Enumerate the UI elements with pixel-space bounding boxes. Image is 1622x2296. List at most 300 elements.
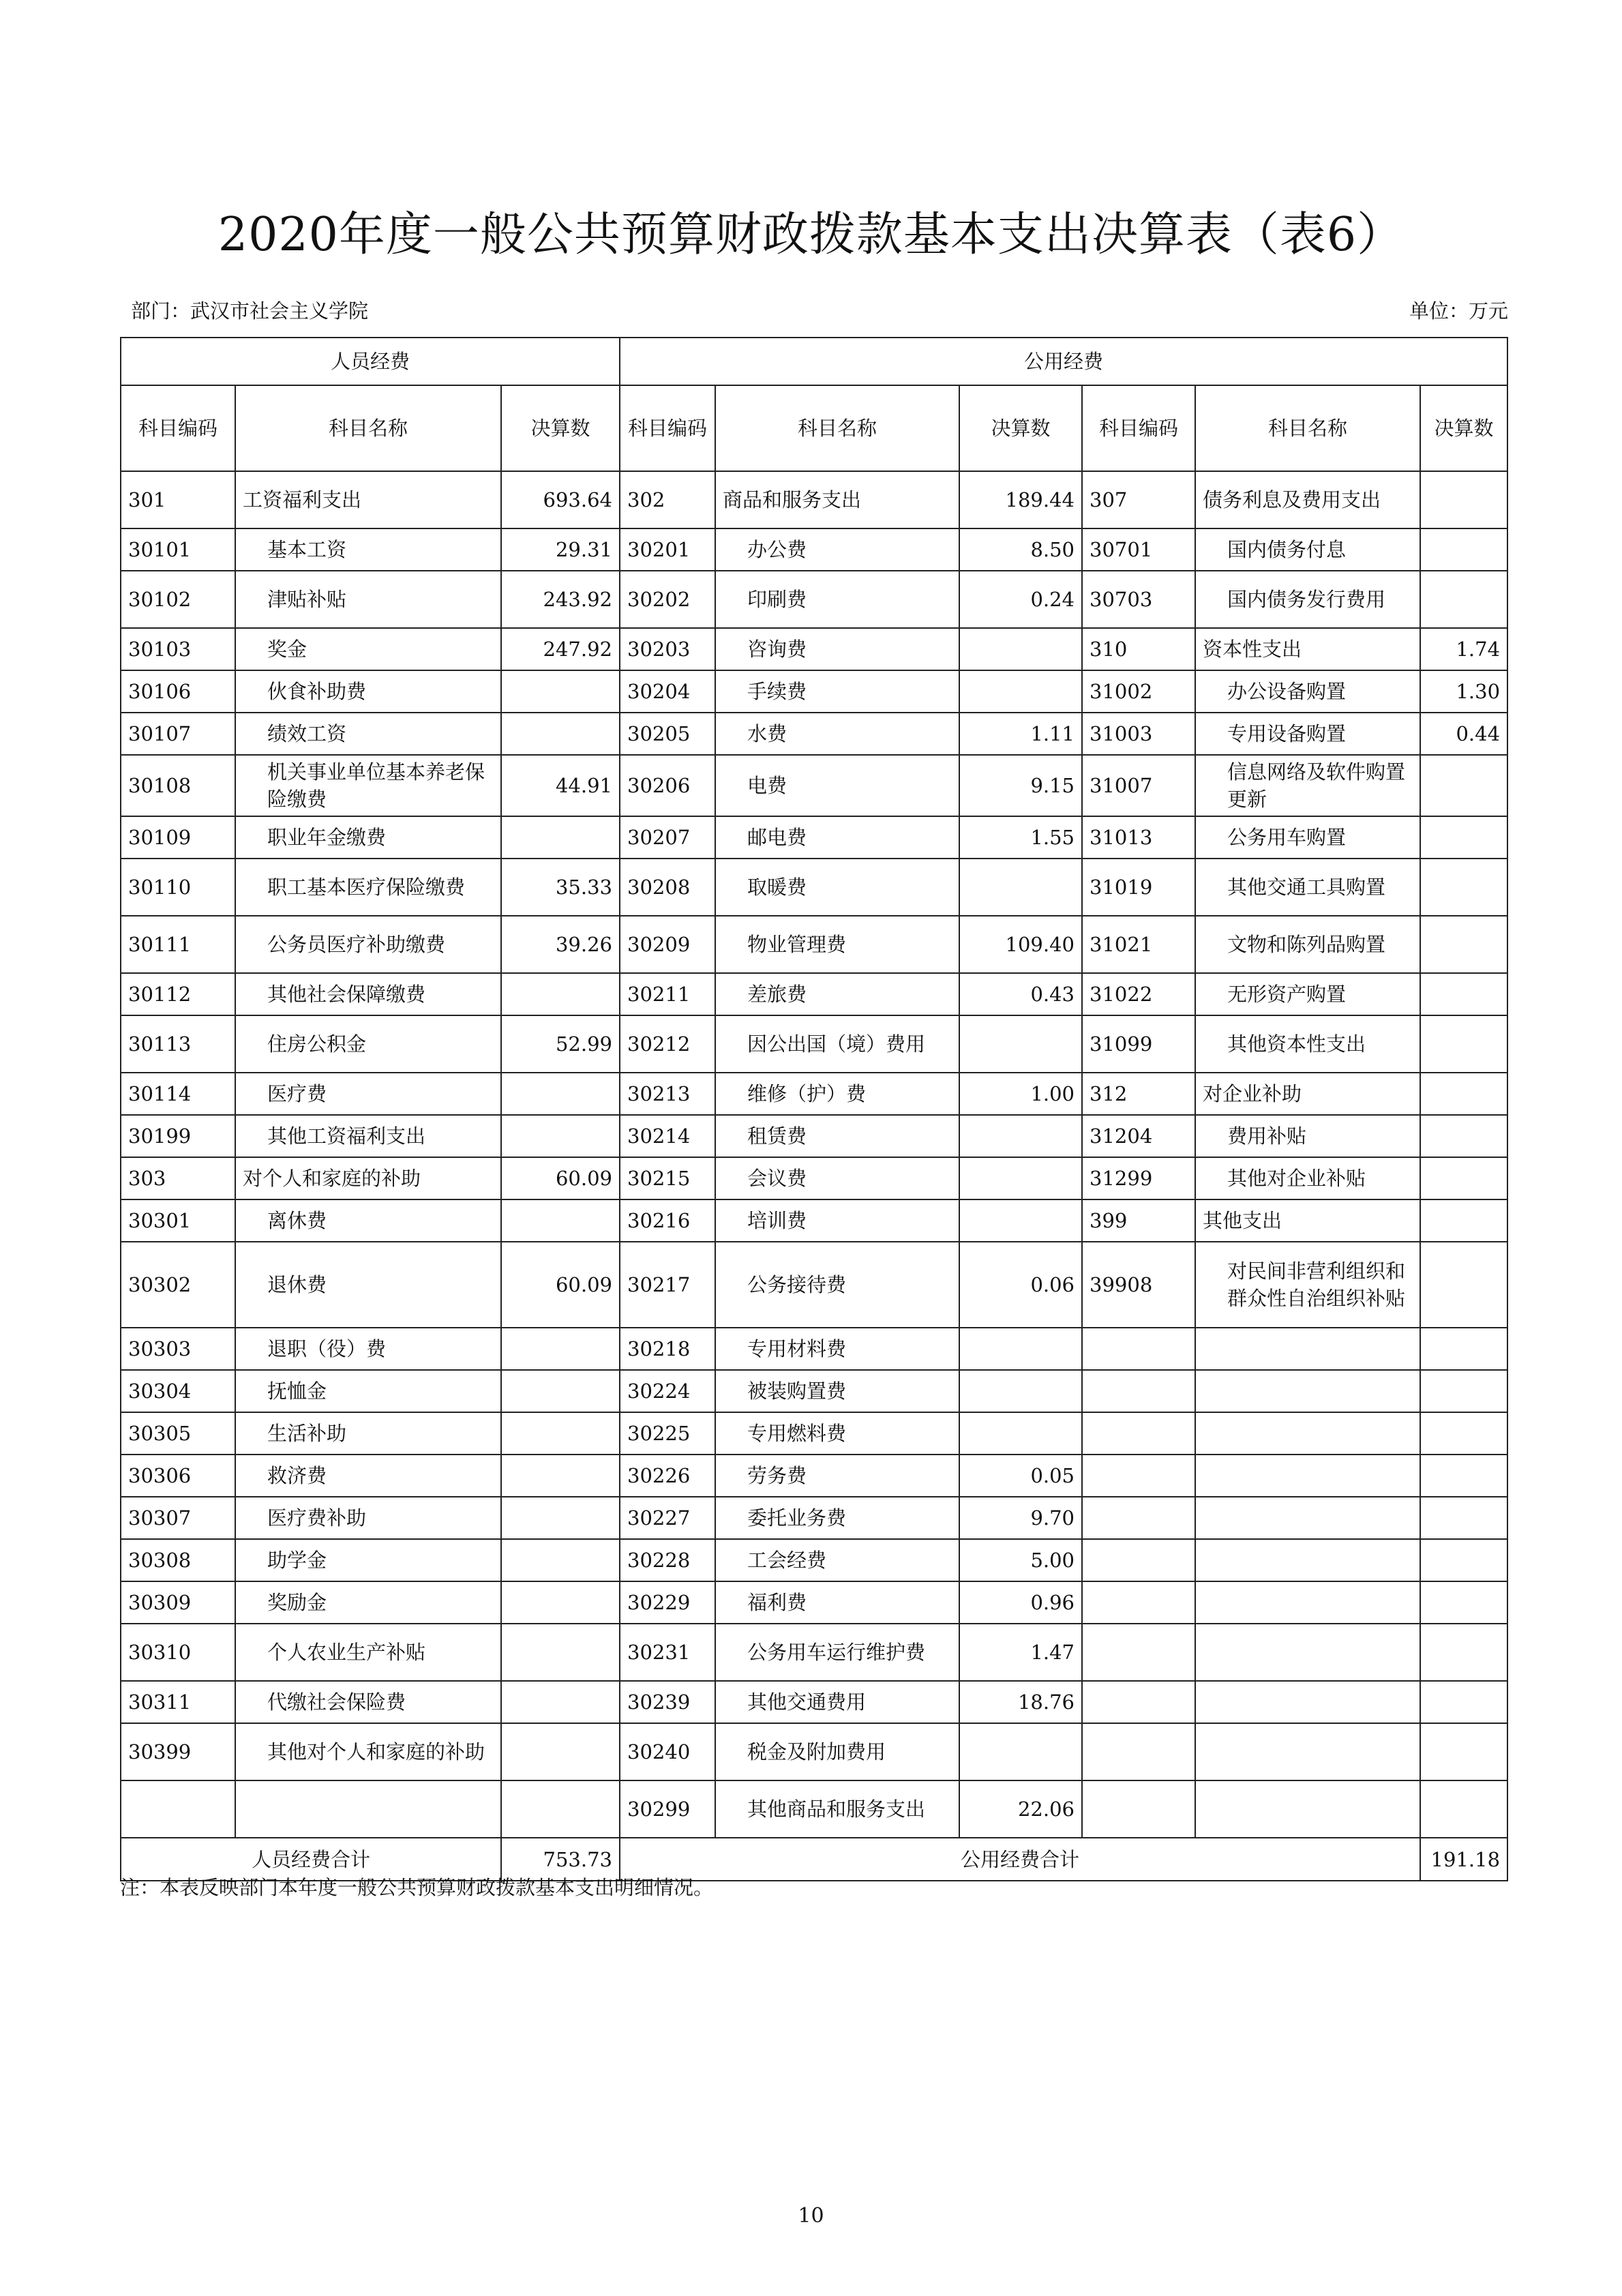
amount-cell [1420, 1624, 1507, 1681]
unit-label: 单位：万元 [1409, 299, 1508, 323]
amount-cell: 22.06 [959, 1780, 1082, 1838]
amount-cell [1420, 1157, 1507, 1199]
amount-cell [1420, 1539, 1507, 1581]
table-row [121, 1199, 1507, 1242]
amount-cell [1420, 859, 1507, 916]
name-cell: 物业管理费 [715, 916, 959, 973]
amount-cell: 1.47 [959, 1624, 1082, 1681]
personnel-total-label: 人员经费合计 [121, 1838, 501, 1881]
code-cell [1082, 1780, 1195, 1838]
amount-cell [959, 1370, 1082, 1412]
code-cell: 30212 [620, 1015, 715, 1073]
code-cell: 30211 [620, 973, 715, 1015]
code-cell: 30201 [620, 528, 715, 571]
amount-cell [1420, 973, 1507, 1015]
code-cell: 31013 [1082, 816, 1195, 859]
table-row [121, 916, 1507, 973]
name-cell: 助学金 [235, 1539, 501, 1581]
name-cell: 维修（护）费 [715, 1073, 959, 1115]
amount-cell [1420, 1073, 1507, 1115]
table-row [121, 1412, 1507, 1455]
table-row [121, 1723, 1507, 1780]
code-cell: 30202 [620, 571, 715, 628]
name-cell: 津贴补贴 [235, 571, 501, 628]
personnel-total-value: 753.73 [501, 1838, 620, 1881]
name-cell: 职业年金缴费 [235, 816, 501, 859]
name-cell [235, 1780, 501, 1838]
amount-cell [959, 1199, 1082, 1242]
code-cell: 30229 [620, 1581, 715, 1624]
name-cell: 被装购置费 [715, 1370, 959, 1412]
code-cell: 30111 [121, 916, 235, 973]
name-cell: 债务利息及费用支出 [1195, 471, 1420, 528]
amount-cell: 1.55 [959, 816, 1082, 859]
table-row [121, 471, 1507, 528]
amount-cell [1420, 571, 1507, 628]
code-cell: 30109 [121, 816, 235, 859]
amount-cell: 247.92 [501, 628, 620, 670]
amount-cell [1420, 916, 1507, 973]
code-cell: 30703 [1082, 571, 1195, 628]
amount-cell: 35.33 [501, 859, 620, 916]
public-group-header: 公用经费 [620, 338, 1507, 385]
amount-cell: 9.15 [959, 755, 1082, 816]
name-cell: 绩效工资 [235, 713, 501, 755]
amount-cell [501, 1624, 620, 1681]
code-header: 科目编码 [620, 385, 715, 471]
table-row [121, 1780, 1507, 1838]
name-cell: 咨询费 [715, 628, 959, 670]
name-cell: 办公设备购置 [1195, 670, 1420, 713]
name-cell: 代缴社会保险费 [235, 1681, 501, 1723]
code-cell: 30226 [620, 1455, 715, 1497]
code-cell: 30216 [620, 1199, 715, 1242]
amount-cell: 109.40 [959, 916, 1082, 973]
name-cell: 住房公积金 [235, 1015, 501, 1073]
amount-cell [959, 628, 1082, 670]
name-cell: 其他交通费用 [715, 1681, 959, 1723]
name-cell: 其他资本性支出 [1195, 1015, 1420, 1073]
name-cell: 救济费 [235, 1455, 501, 1497]
code-cell: 30302 [121, 1242, 235, 1328]
amount-cell [1420, 1412, 1507, 1455]
code-cell: 31299 [1082, 1157, 1195, 1199]
name-cell: 退休费 [235, 1242, 501, 1328]
amount-cell [1420, 1723, 1507, 1780]
code-cell: 312 [1082, 1073, 1195, 1115]
amount-cell: 0.43 [959, 973, 1082, 1015]
amount-cell [959, 1723, 1082, 1780]
code-cell: 30214 [620, 1115, 715, 1157]
code-cell: 31204 [1082, 1115, 1195, 1157]
name-cell: 水费 [715, 713, 959, 755]
name-cell: 机关事业单位基本养老保险缴费 [235, 755, 501, 816]
code-cell: 30701 [1082, 528, 1195, 571]
code-cell [1082, 1328, 1195, 1370]
name-cell [1195, 1624, 1420, 1681]
table-row [121, 1015, 1507, 1073]
name-header: 科目名称 [715, 385, 959, 471]
name-cell: 其他支出 [1195, 1199, 1420, 1242]
amount-cell [1420, 471, 1507, 528]
amount-cell [501, 1412, 620, 1455]
code-cell: 31022 [1082, 973, 1195, 1015]
code-header: 科目编码 [1082, 385, 1195, 471]
page-number: 10 [798, 2204, 824, 2228]
name-cell [1195, 1581, 1420, 1624]
code-cell: 31002 [1082, 670, 1195, 713]
name-cell: 取暖费 [715, 859, 959, 916]
amount-cell [959, 859, 1082, 916]
amount-cell: 0.24 [959, 571, 1082, 628]
code-cell: 30310 [121, 1624, 235, 1681]
page-title: 2020年度一般公共预算财政拨款基本支出决算表（表6） [217, 208, 1405, 262]
table-note: 注：本表反映部门本年度一般公共预算财政拨款基本支出明细情况。 [120, 1876, 714, 1899]
code-cell: 30206 [620, 755, 715, 816]
table-row [121, 1539, 1507, 1581]
name-cell: 奖金 [235, 628, 501, 670]
name-cell: 对民间非营利组织和群众性自治组织补贴 [1195, 1242, 1420, 1328]
name-cell [1195, 1681, 1420, 1723]
code-cell: 30207 [620, 816, 715, 859]
code-cell: 30308 [121, 1539, 235, 1581]
name-cell [1195, 1780, 1420, 1838]
name-cell: 专用燃料费 [715, 1412, 959, 1455]
public-total-label: 公用经费合计 [620, 1838, 1420, 1881]
code-cell: 30205 [620, 713, 715, 755]
name-cell: 其他社会保障缴费 [235, 973, 501, 1015]
code-cell: 399 [1082, 1199, 1195, 1242]
code-cell: 30112 [121, 973, 235, 1015]
table-row [121, 1370, 1507, 1412]
amount-header: 决算数 [959, 385, 1082, 471]
code-cell: 30106 [121, 670, 235, 713]
department-label: 部门：武汉市社会主义学院 [131, 299, 369, 323]
name-cell: 伙食补助费 [235, 670, 501, 713]
name-cell: 基本工资 [235, 528, 501, 571]
code-cell: 302 [620, 471, 715, 528]
name-cell: 文物和陈列品购置 [1195, 916, 1420, 973]
amount-cell [1420, 1199, 1507, 1242]
code-cell [1082, 1370, 1195, 1412]
code-cell: 30228 [620, 1539, 715, 1581]
table-row [121, 528, 1507, 571]
name-cell: 其他工资福利支出 [235, 1115, 501, 1157]
table-row [121, 571, 1507, 628]
amount-cell [501, 1581, 620, 1624]
name-cell: 其他对个人和家庭的补助 [235, 1723, 501, 1780]
table-row [121, 1115, 1507, 1157]
table-row [121, 1681, 1507, 1723]
code-cell: 30311 [121, 1681, 235, 1723]
code-cell: 30204 [620, 670, 715, 713]
amount-cell [1420, 755, 1507, 816]
amount-cell: 1.00 [959, 1073, 1082, 1115]
code-cell [1082, 1539, 1195, 1581]
amount-cell [501, 973, 620, 1015]
name-cell: 会议费 [715, 1157, 959, 1199]
name-cell: 无形资产购置 [1195, 973, 1420, 1015]
code-cell: 30399 [121, 1723, 235, 1780]
code-cell: 303 [121, 1157, 235, 1199]
personnel-group-header: 人员经费 [121, 338, 620, 385]
table-row [121, 1157, 1507, 1199]
code-cell: 30303 [121, 1328, 235, 1370]
name-cell: 职工基本医疗保险缴费 [235, 859, 501, 916]
amount-header: 决算数 [501, 385, 620, 471]
code-cell: 30208 [620, 859, 715, 916]
name-cell: 公务用车运行维护费 [715, 1624, 959, 1681]
code-cell: 31099 [1082, 1015, 1195, 1073]
name-cell [1195, 1497, 1420, 1539]
amount-cell [501, 1681, 620, 1723]
name-cell: 专用设备购置 [1195, 713, 1420, 755]
table-row [121, 973, 1507, 1015]
amount-cell [501, 1073, 620, 1115]
name-cell: 其他商品和服务支出 [715, 1780, 959, 1838]
amount-cell: 60.09 [501, 1242, 620, 1328]
table-row [121, 1073, 1507, 1115]
code-cell [1082, 1581, 1195, 1624]
name-cell: 培训费 [715, 1199, 959, 1242]
code-cell: 30213 [620, 1073, 715, 1115]
code-cell: 30114 [121, 1073, 235, 1115]
code-cell: 30299 [620, 1780, 715, 1838]
code-cell: 30103 [121, 628, 235, 670]
public-total-value: 191.18 [1420, 1838, 1507, 1881]
name-cell: 商品和服务支出 [715, 471, 959, 528]
amount-cell: 44.91 [501, 755, 620, 816]
name-cell: 抚恤金 [235, 1370, 501, 1412]
amount-cell [1420, 1370, 1507, 1412]
code-cell: 30101 [121, 528, 235, 571]
table-row [121, 1497, 1507, 1539]
code-cell: 30227 [620, 1497, 715, 1539]
amount-cell [959, 1115, 1082, 1157]
name-header: 科目名称 [1195, 385, 1420, 471]
code-cell [1082, 1723, 1195, 1780]
name-cell [1195, 1455, 1420, 1497]
code-cell: 39908 [1082, 1242, 1195, 1328]
table-row [121, 1624, 1507, 1681]
code-cell: 31019 [1082, 859, 1195, 916]
amount-cell: 52.99 [501, 1015, 620, 1073]
code-cell [1082, 1412, 1195, 1455]
amount-cell: 1.11 [959, 713, 1082, 755]
table-row [121, 670, 1507, 713]
name-cell: 税金及附加费用 [715, 1723, 959, 1780]
code-cell: 30304 [121, 1370, 235, 1412]
amount-cell [501, 1539, 620, 1581]
amount-cell [501, 816, 620, 859]
amount-cell [959, 1412, 1082, 1455]
amount-cell [501, 1780, 620, 1838]
code-cell: 30231 [620, 1624, 715, 1681]
name-cell: 生活补助 [235, 1412, 501, 1455]
amount-cell: 0.06 [959, 1242, 1082, 1328]
name-cell: 电费 [715, 755, 959, 816]
name-cell: 国内债务发行费用 [1195, 571, 1420, 628]
amount-cell [1420, 1115, 1507, 1157]
table-row [121, 628, 1507, 670]
name-cell: 委托业务费 [715, 1497, 959, 1539]
name-cell: 公务员医疗补助缴费 [235, 916, 501, 973]
name-cell [1195, 1328, 1420, 1370]
code-cell: 30225 [620, 1412, 715, 1455]
name-cell: 离休费 [235, 1199, 501, 1242]
code-cell: 307 [1082, 471, 1195, 528]
name-cell: 公务接待费 [715, 1242, 959, 1328]
name-cell [1195, 1370, 1420, 1412]
code-cell: 31003 [1082, 713, 1195, 755]
amount-cell [501, 713, 620, 755]
amount-cell [1420, 528, 1507, 571]
code-header: 科目编码 [121, 385, 235, 471]
code-cell: 31021 [1082, 916, 1195, 973]
amount-cell [501, 1455, 620, 1497]
amount-cell [1420, 1780, 1507, 1838]
code-cell: 30215 [620, 1157, 715, 1199]
name-cell: 其他交通工具购置 [1195, 859, 1420, 916]
amount-cell [1420, 1328, 1507, 1370]
table-row [121, 859, 1507, 916]
code-cell: 30309 [121, 1581, 235, 1624]
amount-cell: 0.44 [1420, 713, 1507, 755]
name-cell: 邮电费 [715, 816, 959, 859]
amount-cell: 29.31 [501, 528, 620, 571]
code-cell: 30301 [121, 1199, 235, 1242]
name-cell: 办公费 [715, 528, 959, 571]
amount-cell [501, 1723, 620, 1780]
name-cell: 租赁费 [715, 1115, 959, 1157]
amount-cell: 9.70 [959, 1497, 1082, 1539]
amount-cell: 60.09 [501, 1157, 620, 1199]
amount-cell [501, 1497, 620, 1539]
amount-cell [501, 1115, 620, 1157]
amount-cell [1420, 1581, 1507, 1624]
name-header: 科目名称 [235, 385, 501, 471]
name-cell: 劳务费 [715, 1455, 959, 1497]
code-cell: 30110 [121, 859, 235, 916]
code-cell: 30217 [620, 1242, 715, 1328]
table-row [121, 755, 1507, 816]
name-cell: 工资福利支出 [235, 471, 501, 528]
amount-cell [1420, 1242, 1507, 1328]
name-cell [1195, 1539, 1420, 1581]
amount-cell [1420, 1455, 1507, 1497]
name-cell: 公务用车购置 [1195, 816, 1420, 859]
amount-cell [959, 670, 1082, 713]
code-cell: 30209 [620, 916, 715, 973]
amount-cell [1420, 1497, 1507, 1539]
name-cell: 差旅费 [715, 973, 959, 1015]
code-cell: 30102 [121, 571, 235, 628]
name-cell [1195, 1412, 1420, 1455]
name-cell: 国内债务付息 [1195, 528, 1420, 571]
table-row [121, 1581, 1507, 1624]
amount-cell [959, 1328, 1082, 1370]
name-cell: 退职（役）费 [235, 1328, 501, 1370]
amount-cell [501, 670, 620, 713]
table-row [121, 816, 1507, 859]
table-row [121, 1328, 1507, 1370]
code-cell: 301 [121, 471, 235, 528]
name-cell: 福利费 [715, 1581, 959, 1624]
amount-cell [959, 1157, 1082, 1199]
name-cell: 奖励金 [235, 1581, 501, 1624]
table-meta [120, 297, 1508, 325]
code-cell: 30307 [121, 1497, 235, 1539]
code-cell: 30240 [620, 1723, 715, 1780]
amount-cell [501, 1199, 620, 1242]
amount-cell [959, 1015, 1082, 1073]
code-cell: 30306 [121, 1455, 235, 1497]
code-cell: 30218 [620, 1328, 715, 1370]
name-cell [1195, 1723, 1420, 1780]
name-cell: 对个人和家庭的补助 [235, 1157, 501, 1199]
code-cell: 30239 [620, 1681, 715, 1723]
table-row [121, 1242, 1507, 1328]
budget-table [120, 337, 1508, 1881]
amount-cell: 243.92 [501, 571, 620, 628]
amount-header: 决算数 [1420, 385, 1507, 471]
table-row [121, 713, 1507, 755]
name-cell: 手续费 [715, 670, 959, 713]
name-cell: 专用材料费 [715, 1328, 959, 1370]
code-cell: 30305 [121, 1412, 235, 1455]
amount-cell [1420, 1015, 1507, 1073]
amount-cell: 693.64 [501, 471, 620, 528]
name-cell: 其他对企业补贴 [1195, 1157, 1420, 1199]
code-cell: 30199 [121, 1115, 235, 1157]
code-cell: 30224 [620, 1370, 715, 1412]
name-cell: 因公出国（境）费用 [715, 1015, 959, 1073]
code-cell: 30203 [620, 628, 715, 670]
amount-cell [1420, 816, 1507, 859]
code-cell [121, 1780, 235, 1838]
name-cell: 个人农业生产补贴 [235, 1624, 501, 1681]
code-cell: 31007 [1082, 755, 1195, 816]
amount-cell [501, 1370, 620, 1412]
code-cell [1082, 1455, 1195, 1497]
name-cell: 信息网络及软件购置更新 [1195, 755, 1420, 816]
amount-cell: 5.00 [959, 1539, 1082, 1581]
amount-cell [1420, 1681, 1507, 1723]
amount-cell: 39.26 [501, 916, 620, 973]
code-cell: 30107 [121, 713, 235, 755]
amount-cell: 8.50 [959, 528, 1082, 571]
name-cell: 费用补贴 [1195, 1115, 1420, 1157]
code-cell: 310 [1082, 628, 1195, 670]
table-row [121, 1455, 1507, 1497]
amount-cell: 0.05 [959, 1455, 1082, 1497]
name-cell: 医疗费补助 [235, 1497, 501, 1539]
amount-cell [501, 1328, 620, 1370]
amount-cell: 189.44 [959, 471, 1082, 528]
amount-cell: 18.76 [959, 1681, 1082, 1723]
code-cell: 30113 [121, 1015, 235, 1073]
name-cell: 对企业补助 [1195, 1073, 1420, 1115]
name-cell: 医疗费 [235, 1073, 501, 1115]
name-cell: 印刷费 [715, 571, 959, 628]
code-cell [1082, 1681, 1195, 1723]
amount-cell: 0.96 [959, 1581, 1082, 1624]
name-cell: 资本性支出 [1195, 628, 1420, 670]
amount-cell: 1.74 [1420, 628, 1507, 670]
code-cell [1082, 1497, 1195, 1539]
name-cell: 工会经费 [715, 1539, 959, 1581]
code-cell: 30108 [121, 755, 235, 816]
